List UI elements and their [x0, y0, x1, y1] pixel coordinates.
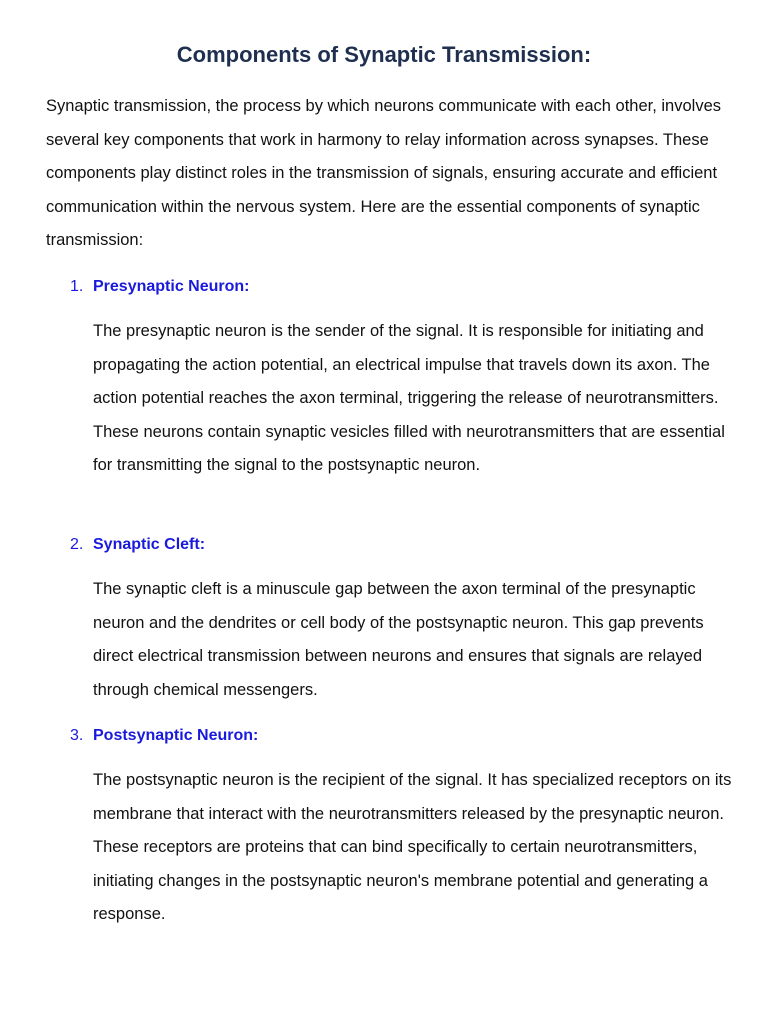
page-title: Components of Synaptic Transmission:: [176, 42, 592, 67]
heading-text: Postsynaptic Neuron:: [93, 727, 259, 744]
list-item-heading-presynaptic: [70, 276, 249, 298]
list-number: 2.: [70, 536, 84, 553]
list-number: 1.: [70, 278, 84, 295]
heading-text: Presynaptic Neuron:: [93, 278, 250, 295]
list-item-body-synaptic-cleft: The synaptic cleft is a minuscule gap between the axon terminal of the presynaptic neuron and the dendrites or cell body of the postsynaptic neuron. This gap prevents direct electrical transmission between neurons and ensures that signals are relayed through chemical messengers.: [93, 580, 704, 699]
intro-paragraph: Synaptic transmission, the process by which neurons communicate with each other, involves several key components that work in harmony to relay information across synapses. These components play distinct roles in the transmission of signals, ensuring accurate and efficient communication within the nervous system. Here are the essential components of synaptic transmission:: [46, 97, 721, 249]
list-item-body-postsynaptic: The postsynaptic neuron is the recipient of the signal. It has specialized receptors on its membrane that interact with the neurotransmitters released by the presynaptic neuron. These receptors are proteins that can bind specifically to certain neurotransmitters, initiating changes in the postsynaptic neuron's membrane potential and generating a response.: [93, 771, 732, 923]
list-number: 3.: [70, 727, 84, 744]
list-item-heading-synaptic-cleft: [70, 534, 205, 556]
heading-text: Synaptic Cleft:: [93, 536, 206, 553]
list-item-body-presynaptic: The presynaptic neuron is the sender of the signal. It is responsible for initiating and propagating the action potential, an electrical impulse that travels down its axon. The action potential reaches the axon terminal, triggering the release of neurotransmitters. These neurons contain synaptic vesicles filled with neurotransmitters that are essential for transmitting the signal to the postsynaptic neuron.: [93, 322, 725, 474]
list-item-heading-postsynaptic: [70, 725, 258, 747]
